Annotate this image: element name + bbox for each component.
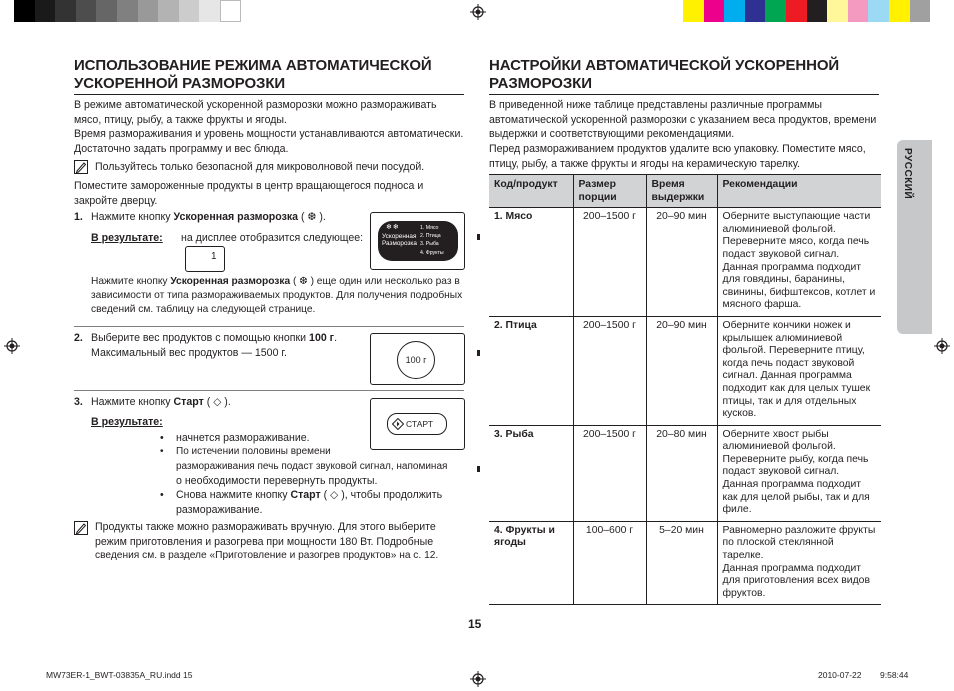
step-1-more-bold: Ускоренная разморозка <box>170 276 291 287</box>
registration-mark-icon <box>934 338 950 354</box>
start-button-illustration <box>370 398 465 450</box>
table-header: Рекомендации <box>717 175 881 208</box>
display-value: 1 <box>211 251 217 262</box>
footer-time: 9:58:44 <box>880 670 909 680</box>
gray-swatch <box>138 0 159 22</box>
color-swatch <box>827 0 848 22</box>
gray-swatch <box>179 0 200 22</box>
note-manual-defrost <box>95 520 470 564</box>
step-divider <box>74 390 464 391</box>
table-cell-portion: 100–600 г <box>573 521 646 605</box>
step-3-text-pre: Нажмите кнопку <box>91 396 171 408</box>
registration-mark-icon <box>470 671 486 687</box>
color-swatch <box>765 0 786 22</box>
step-3-bullet-3-bold: Старт <box>290 489 321 501</box>
snowflake-icon: ❄❄ <box>386 224 400 231</box>
left-heading-line2: УСКОРЕННОЙ РАЗМОРОЗКИ <box>74 75 286 92</box>
step-3-text <box>91 395 366 410</box>
right-intro-2: Перед размораживанием продуктов удалите всю упаковку. Поместите мясо, птицу, рыбу, а также фрукты и ягоды на керамическую тарелку. <box>489 143 866 170</box>
table-cell-time: 5–20 мин <box>646 521 717 605</box>
table-cell-portion: 200–1500 г <box>573 425 646 521</box>
recommendation-text: Данная программа подходит для говядины, баранины, свинины, бифштексов, котлет и мясного фарша. <box>722 261 876 311</box>
left-heading <box>74 57 432 93</box>
step-1-text-bold: Ускоренная разморозка <box>173 211 299 223</box>
fold-mark <box>477 466 480 472</box>
step-2-number: 2. <box>74 332 83 344</box>
note-safe-dishes: Пользуйтесь только безопасной для микроволновой печи посудой. <box>95 161 425 173</box>
gray-swatch <box>220 0 241 22</box>
step-3-bullet-3 <box>176 488 442 517</box>
step-1-result-text: на дисплее отобразится следующее: <box>181 232 364 244</box>
footer-date: 2010-07-22 <box>818 670 862 680</box>
fold-mark <box>477 234 480 240</box>
step-3-bullet-3-post: ( ◇ ), чтобы продолжить <box>323 489 443 501</box>
step-3-result-label: В результате: <box>91 416 163 428</box>
step-2-text <box>91 331 366 360</box>
table-cell-portion: 200–1500 г <box>573 316 646 425</box>
panel-label-line1: Ускоренная <box>382 233 417 240</box>
page-number: 15 <box>468 617 482 631</box>
gray-swatch <box>35 0 56 22</box>
gray-swatch <box>55 0 76 22</box>
step-1-more-text <box>91 275 465 317</box>
table-cell-code: 4. Фрукты и ягоды <box>489 521 573 605</box>
step-divider <box>74 326 464 327</box>
recommendation-text: Равномерно разложите фрукты по плоской стеклянной тарелке. <box>722 524 876 562</box>
color-swatch <box>848 0 869 22</box>
weight-button-illustration <box>370 333 465 385</box>
table-cell-time: 20–80 мин <box>646 425 717 521</box>
color-swatch <box>868 0 889 22</box>
intro-paragraph-2: Время размораживания и уровень мощности устанавливаются автоматически. Достаточно задать программу и вес блюда. <box>74 128 464 155</box>
gray-swatch <box>96 0 117 22</box>
step-1-number: 1. <box>74 211 83 223</box>
step-1-text-post: ( ❆ ). <box>301 211 326 223</box>
left-heading-rule <box>74 94 464 95</box>
step-1-text-pre: Нажмите кнопку <box>91 211 171 223</box>
table-row <box>489 316 881 425</box>
note-manual-defrost-line3: сведения см. в разделе «Приготовление и разогрев продуктов» на с. 12. <box>95 550 439 562</box>
recommendation-text: Оберните выступающие части алюминиевой фольгой. Переверните мясо, когда печь подаст звуковой сигнал. <box>722 211 871 260</box>
color-swatch <box>889 0 910 22</box>
registration-mark-icon <box>4 338 20 354</box>
start-button-label: СТАРТ <box>406 419 433 429</box>
table-header: Размер порции <box>573 175 646 208</box>
weight-100g-button: 100 г <box>397 341 435 379</box>
panel-label <box>382 233 417 247</box>
step-2-text-line2: Максимальный вес продуктов — 1500 г. <box>91 346 287 359</box>
note-manual-defrost-line1: Продукты также можно размораживать вручную. Для этого выберите <box>95 521 436 533</box>
step-2-text-post: . <box>334 332 338 344</box>
start-button <box>387 413 447 435</box>
panel-label-line2: Разморозка <box>382 240 417 247</box>
footer-filename: MW73ER-1_BWT-03835A_RU.indd 15 <box>46 670 193 680</box>
table-cell-time: 20–90 мин <box>646 316 717 425</box>
right-heading-line2: РАЗМОРОЗКИ <box>489 75 592 92</box>
recommendation-text: Оберните кончики ножек и крылышек алюминиевой фольгой. Переверните птицу, когда печь подаст звуковой сигнал. Данная программа подходит как для целых тушек птицы, так и для отдельных кусков. <box>722 319 871 420</box>
gray-swatch <box>158 0 179 22</box>
table-cell-recommendation <box>717 521 881 605</box>
right-intro: В приведенной ниже таблице представлены различные программы автоматической ускоренной разморозки с указанием веса продуктов, времени выдержки и соответствующими рекомендациями. <box>489 99 877 141</box>
table-cell-code: 2. Птица <box>489 316 573 425</box>
table-header: Время выдержки <box>646 175 717 208</box>
table-row <box>489 208 881 317</box>
step-1-result-label: В результате: <box>91 232 163 244</box>
panel-option: 4. Фрукты <box>420 249 444 256</box>
table-header-row <box>489 175 881 208</box>
control-panel-screen <box>378 221 458 261</box>
registration-mark-icon <box>470 4 486 20</box>
display-box <box>185 246 225 272</box>
panel-options <box>420 224 444 257</box>
step-3-text-bold: Старт <box>173 396 204 408</box>
color-swatch <box>724 0 745 22</box>
gray-swatch <box>117 0 138 22</box>
left-heading-line1: ИСПОЛЬЗОВАНИЕ РЕЖИМА АВТОМАТИЧЕСКОЙ <box>74 57 432 74</box>
intro-paragraph-3: Поместите замороженные продукты в центр вращающегося подноса и закройте дверцу. <box>74 180 424 207</box>
step-1-text <box>91 210 366 225</box>
table-header: Код/продукт <box>489 175 573 208</box>
note-icon <box>74 521 88 535</box>
table-cell-portion: 200–1500 г <box>573 208 646 317</box>
table-cell-recommendation <box>717 316 881 425</box>
table-cell-recommendation <box>717 208 881 317</box>
table-cell-code: 3. Рыба <box>489 425 573 521</box>
step-1-more-pre: Нажмите кнопку <box>91 276 168 287</box>
panel-option: 2. Птица <box>420 233 441 240</box>
panel-option: 3. Рыба <box>420 241 439 248</box>
step-2-text-pre: Выберите вес продуктов с помощью кнопки <box>91 332 307 344</box>
color-swatch <box>910 0 931 22</box>
step-3-bullet-2-line1: • По истечении половины времени <box>176 446 331 457</box>
color-swatch <box>683 0 704 22</box>
intro-paragraph-1: В режиме автоматической ускоренной разморозки можно размораживать мясо, птицу, рыбу, а также фрукты и ягоды. <box>74 99 437 126</box>
recommendation-text: Данная программа подходит для приготовления всех видов фруктов. <box>722 562 870 599</box>
language-side-tab-label: РУССКИЙ <box>902 148 913 200</box>
right-heading-line1: НАСТРОЙКИ АВТОМАТИЧЕСКОЙ УСКОРЕННОЙ <box>489 57 840 74</box>
gray-swatch <box>14 0 35 22</box>
color-swatch <box>745 0 766 22</box>
step-1-more-post: ( ❆ ) еще один или несколько раз в зависимости от типа размораживаемых продуктов. Для получения подробных сведений см. таблицу на следующей странице. <box>91 276 463 315</box>
step-3-bullet-2 <box>176 445 447 489</box>
table-cell-recommendation <box>717 425 881 521</box>
step-3-text-post: ( ◇ ). <box>206 396 231 408</box>
color-swatch <box>786 0 807 22</box>
step-3-bullet-2-line3: о необходимости перевернуть продукты. <box>176 475 378 488</box>
step-3-bullet-1: • начнется размораживание. <box>176 431 310 446</box>
table-cell-code: 1. Мясо <box>489 208 573 317</box>
note-icon <box>74 160 88 174</box>
note-manual-defrost-line2: режим приготовления и разогрева при мощности 180 Вт. Подробные <box>95 535 434 548</box>
gray-swatch <box>76 0 97 22</box>
recommendation-text: Оберните хвост рыбы алюминиевой фольгой. Переверните рыбу, когда печь подаст звуковой сигнал. Данная программа подходит как для целой рыбы, так и для филе. <box>722 428 870 516</box>
color-swatch <box>704 0 725 22</box>
table-row <box>489 521 881 605</box>
fold-mark <box>477 350 480 356</box>
table-cell-time: 20–90 мин <box>646 208 717 317</box>
right-heading-rule <box>489 94 879 95</box>
auto-defrost-panel-illustration <box>370 212 465 270</box>
color-swatch <box>807 0 828 22</box>
defrost-settings-table <box>489 174 881 605</box>
step-3-bullet-3-line2: размораживание. <box>176 503 263 516</box>
step-3-number: 3. <box>74 396 83 408</box>
start-icon <box>392 418 404 430</box>
language-side-tab <box>897 140 932 334</box>
step-3-bullet-3-pre: Снова нажмите кнопку <box>176 489 288 501</box>
table-row <box>489 425 881 521</box>
step-2-text-bold: 100 г <box>309 332 335 344</box>
panel-option: 1. Мясо <box>420 225 439 231</box>
step-3-bullet-2-line2: размораживания печь подаст звуковой сигнал, напоминая <box>176 460 448 472</box>
right-heading <box>489 57 839 93</box>
gray-swatch <box>199 0 220 22</box>
